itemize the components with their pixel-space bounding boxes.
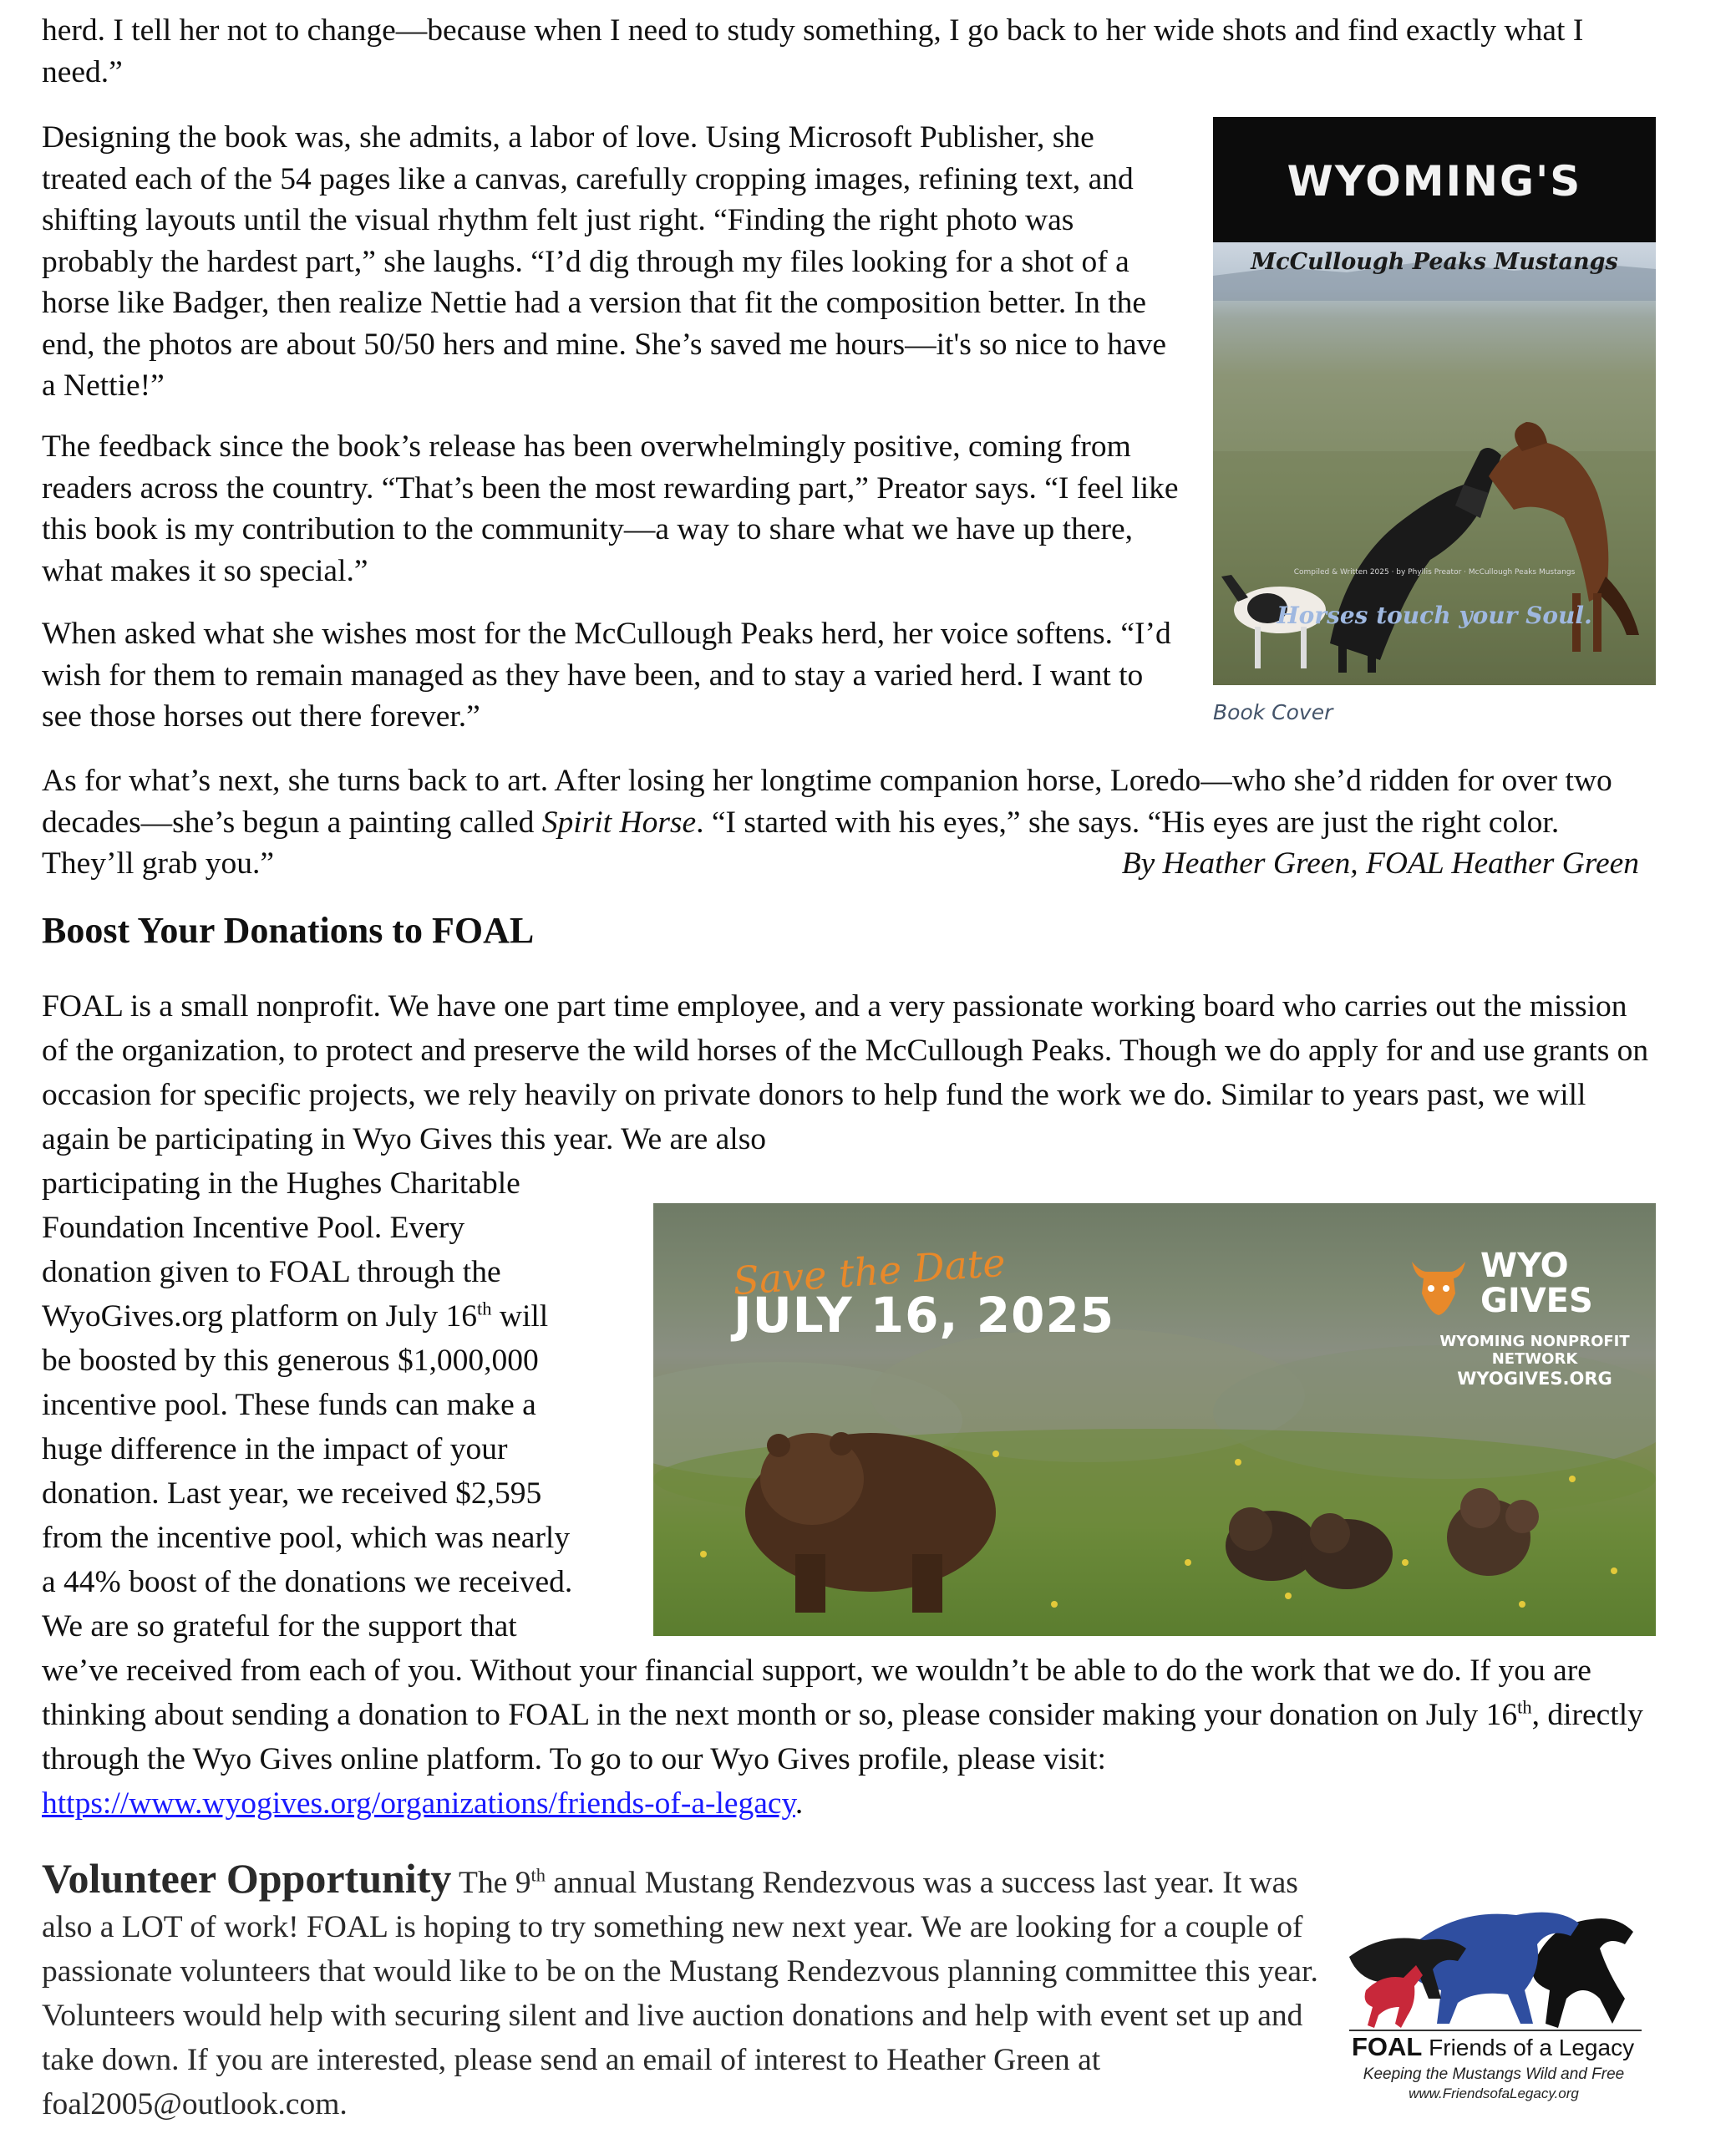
donations-intro: FOAL is a small nonprofit. We have one part time employee, and a very passionate working board who carries out the mission of the organization, to protect and preserve the wild horses of the McCullough Peaks. Though we do apply for and use grants on occasion for specific projects, we rely heavily on private donors to help fund the work we do. Similar to years past, we will again be participating in Wyo Gives this year. We are also: [42, 989, 1649, 1156]
donations-heading: Boost Your Donations to FOAL: [42, 910, 535, 951]
wyo-gives-profile-link[interactable]: https://www.wyogives.org/organizations/friends-of-a-legacy: [42, 1786, 795, 1821]
article-paragraph-wishes: When asked what she wishes most for the McCullough Peaks herd, her voice softens. “I’d wish for them to remain managed as they have been, and to stay a varied herd. I want to see those horses out there forever.”: [42, 617, 1171, 734]
wyo-gives-banner: [653, 1203, 1656, 1636]
foal-logo-tagline: Keeping the Mustangs Wild and Free: [1363, 2065, 1625, 2083]
painting-title: Spirit Horse: [541, 805, 697, 840]
book-cover-caption: Book Cover: [1213, 700, 1333, 724]
volunteer-heading: Volunteer Opportunity: [42, 1855, 452, 1902]
save-the-date-script: Save the Date: [731, 1239, 1008, 1304]
foal-logo-name: FOAL Friends of a Legacy: [1352, 2032, 1635, 2061]
book-cover-image: [1213, 117, 1656, 685]
book-cover-tagline: Horses touch your Soul.: [1277, 602, 1592, 629]
donations-closing: we’ve received from each of you. Without your financial support, we wouldn’t be able to do the work that we do. If you are thinking about sending a donation to FOAL in the next month or so, please consider making your donation on July 16th, directly through the Wyo Gives online platform. To go to our Wyo Gives profile, please visit: https://www.wyogives.org/organizations/friends-of-a-legacy.: [42, 1654, 1643, 1821]
volunteer-section: Volunteer Opportunity The 9th annual Mustang Rendezvous was a success last year. It was also a LOT of work! FOAL is hoping to try something new next year. We are looking for a couple of passionate volunteers that would like to be on the Mustang Rendezvous planning committee this year. Volunteers would help with securing silent and live auction donations and help with event set up and take down. If you are interested, please send an email of interest to Heather Green at foal2005@outlook.com.: [42, 1855, 1318, 2121]
wyo-gives-wordmark: WYO GIVES: [1480, 1247, 1593, 1320]
foal-horses-logo: [1349, 1898, 1642, 2032]
book-cover-title: WYOMING'S: [1287, 157, 1582, 206]
foal-logo-website: www.FriendsofaLegacy.org: [1409, 2086, 1579, 2101]
byline: By Heather Green, FOAL Heather Green: [1121, 846, 1639, 881]
book-cover-subtitle: McCullough Peaks Mustangs: [1251, 249, 1618, 275]
bison-logo-icon: [1405, 1253, 1472, 1320]
article-paragraph-continued: herd. I tell her not to change—because when I need to study something, I go back to her wide shots and find exactly what I need.”: [42, 13, 1584, 89]
article-paragraph-next: As for what’s next, she turns back to art. After losing her longtime companion horse, Loredo—who she’d ridden for over two decades—she’s begun a painting called Spirit Horse. “I started with his eyes,” she says. “His eyes are just the right color. They’ll grab you.”: [42, 764, 1612, 881]
wyo-gives-network: WYOMING NONPROFIT NETWORK: [1439, 1333, 1630, 1368]
article-paragraph-design: Designing the book was, she admits, a labor of love. Using Microsoft Publisher, she treated each of the 54 pages like a canvas, carefully cropping images, refining text, and shifting layouts until the visual rhythm felt just right. “Finding the right photo was probably the hardest part,” she laughs. “I’d dig through my files looking for a shot of a horse like Badger, then realize Nettie had a version that fit the composition better. In the end, the photos are about 50/50 hers and mine. She’s saved me hours—it's so nice to have a Nettie!”: [42, 120, 1167, 403]
article-paragraph-feedback: The feedback since the book’s release has been overwhelmingly positive, coming from readers across the country. “That’s been the most rewarding part,” Preator says. “I feel like this book is my contribution to the community—a way to share what we have up there, what makes it so special.”: [42, 429, 1179, 588]
book-cover-credit: Compiled & Written 2025 · by Phyllis Preator · McCullough Peaks Mustangs: [1293, 568, 1576, 577]
event-date: JULY 16, 2025: [733, 1287, 1115, 1344]
wyo-gives-url: WYOGIVES.ORG: [1457, 1369, 1612, 1389]
donations-left-column: participating in the Hughes Charitable Foundation Incentive Pool. Every donation given to FOAL through the WyoGives.org platform on July 16th will be boosted by this generous $1,000,000 incentive pool. These funds can make a huge difference in the impact of your donation. Last year, we received $2,595 from the incentive pool, which was nearly a 44% boost of the donations we received. We are so grateful for the support that: [42, 1166, 573, 1644]
